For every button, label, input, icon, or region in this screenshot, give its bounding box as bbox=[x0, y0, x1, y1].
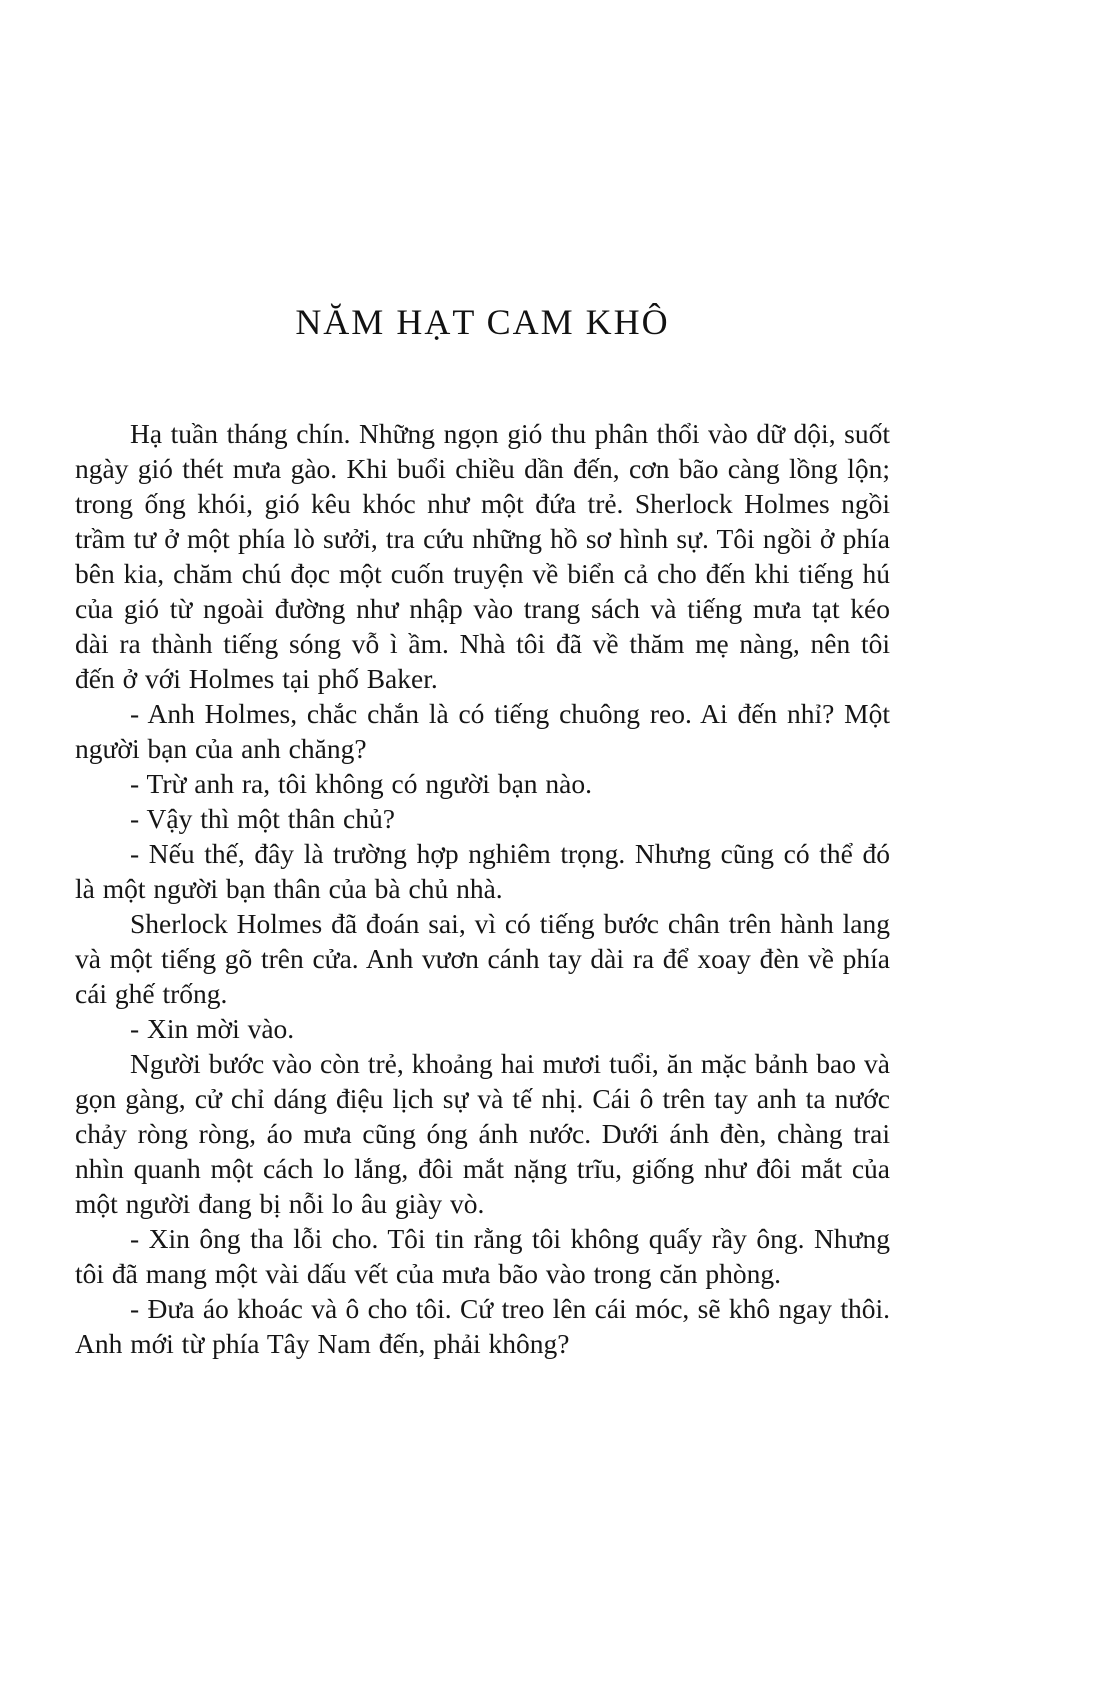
paragraph: Người bước vào còn trẻ, khoảng hai mươi tuổi, ăn mặc bảnh bao và gọn gàng, cử chỉ dáng điệu lịch sự và tế nhị. Cái ô trên tay anh ta nước chảy ròng ròng, áo mưa cũng óng ánh nước. Dưới ánh đèn, chàng trai nhìn quanh một cách lo lắng, đôi mắt nặng trĩu, giống như đôi mắt của một người đang bị nỗi lo âu giày vò. bbox=[75, 1048, 890, 1219]
paragraph: - Anh Holmes, chắc chắn là có tiếng chuông reo. Ai đến nhỉ? Một người bạn của anh chăng? bbox=[75, 698, 890, 764]
paragraph: Sherlock Holmes đã đoán sai, vì có tiếng bước chân trên hành lang và một tiếng gõ trên cửa. Anh vươn cánh tay dài ra để xoay đèn về phía cái ghế trống. bbox=[75, 908, 890, 1009]
paragraph: Hạ tuần tháng chín. Những ngọn gió thu phân thổi vào dữ dội, suốt ngày gió thét mưa gào. Khi buổi chiều dần đến, cơn bão càng lồng lộn; trong ống khói, gió kêu khóc như một đứa trẻ. Sherlock Holmes ngồi trầm tư ở một phía lò sưởi, tra cứu những hồ sơ hình sự. Tôi ngồi ở phía bên kia, chăm chú đọc một cuốn truyện về biển cả cho đến khi tiếng hú của gió từ ngoài đường như nhập vào trang sách và tiếng mưa tạt kéo dài ra thành tiếng sóng vỗ ì ầm. Nhà tôi đã về thăm mẹ nàng, nên tôi đến ở với Holmes tại phố Baker. bbox=[75, 418, 890, 694]
paragraph: - Vậy thì một thân chủ? bbox=[130, 803, 395, 834]
chapter-body bbox=[75, 416, 890, 1361]
paragraph: - Trừ anh ra, tôi không có người bạn nào. bbox=[130, 768, 592, 799]
paragraph: - Xin ông tha lỗi cho. Tôi tin rằng tôi không quấy rầy ông. Nhưng tôi đã mang một vài dấu vết của mưa bão vào trong căn phòng. bbox=[75, 1223, 890, 1289]
paragraph: - Đưa áo khoác và ô cho tôi. Cứ treo lên cái móc, sẽ khô ngay thôi. Anh mới từ phía Tây Nam đến, phải không? bbox=[75, 1293, 890, 1359]
chapter-title: NĂM HẠT CAM KHÔ bbox=[295, 302, 670, 342]
paragraph: - Nếu thế, đây là trường hợp nghiêm trọng. Nhưng cũng có thể đó là một người bạn thân của bà chủ nhà. bbox=[75, 838, 890, 904]
paragraph: - Xin mời vào. bbox=[130, 1013, 295, 1044]
